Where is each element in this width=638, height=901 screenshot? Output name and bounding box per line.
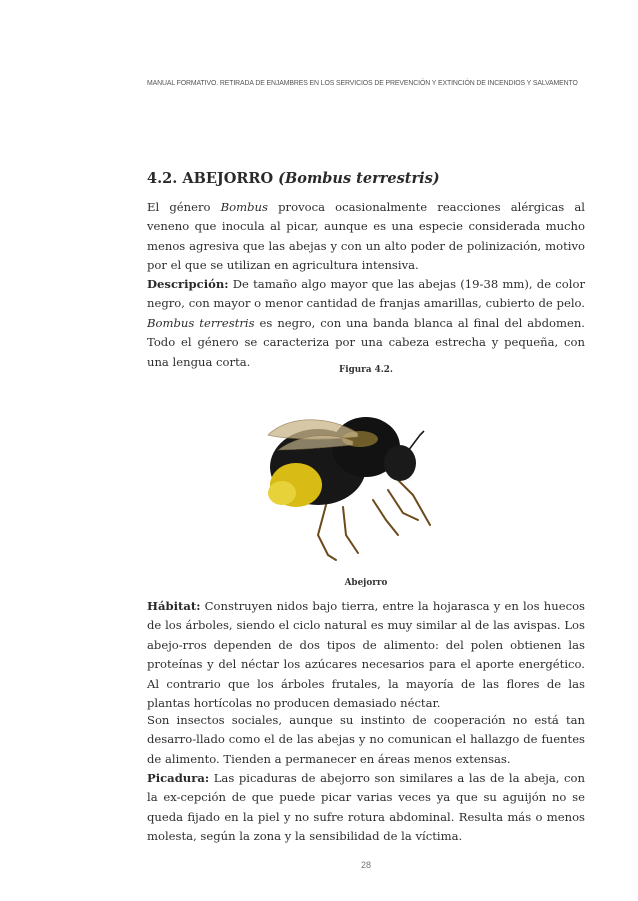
description-species: Bombus terrestris <box>147 315 255 330</box>
running-header: MANUAL FORMATIVO. RETIRADA DE ENJAMBRES EN LOS SERVICIOS DE PREVENCIÓN Y EXTINCIÓN DE INCENDIOS Y SALVAMENTO <box>147 80 578 87</box>
description-label: Descripción: <box>147 277 229 291</box>
description-text-end: es negro, con una banda blanca al final del abdomen. Todo el género se caracteriza por una cabeza estrecha y pequeña, con una lengua corta. <box>147 315 585 369</box>
bumblebee-photo <box>248 395 448 565</box>
bee-leg <box>318 505 336 560</box>
intro-text-start: El género <box>147 200 221 214</box>
page-number: 28 <box>360 860 371 870</box>
intro-text-end: provoca ocasionalmente reacciones alérgicas al veneno que inocula al picar, aunque es una especie considerada mucho menos agresiva que las abejas y con un alto poder de polinización, motivo por el que se utilizan en agricultura intensiva. <box>147 200 585 273</box>
species-name: (Bombus terrestris) <box>278 170 440 187</box>
bee-antenna <box>408 431 424 451</box>
genus-name: Bombus <box>220 200 268 214</box>
figure-label: Figura 4.2. <box>339 365 393 375</box>
description-text-start: De tamaño algo mayor que las abejas (19-38 mm), de color negro, con mayor o menor cantidad de franjas amarillas, cubierto de pelo. <box>147 277 585 311</box>
habitat-text: Construyen nidos bajo tierra, entre la hojarasca y en los huecos de los árboles, siendo el ciclo natural es muy similar al de las avispas. Los abejo-rros dependen de dos tipos de alimento: del polen obtienen las proteínas y del néctar los azúcares necesarios para el aporte energético. Al contrario que los árboles frutales, la mayoría de las flores de las plantas hortícolas no producen demasiado néctar. <box>147 599 585 711</box>
description-paragraph <box>147 275 585 372</box>
sting-paragraph <box>147 769 585 847</box>
habitat-paragraph <box>147 597 585 713</box>
section-title <box>147 170 440 187</box>
sting-text: Las picaduras de abejorro son similares a las de la abeja, con la ex-cepción de que puede picar varias veces ya que su aguijón no se queda fijado en la piel y no sufre rotura abdominal. Resulta más o menos molesta, según la zona y la sensibilidad de la víctima. <box>147 771 585 844</box>
bee-leg <box>373 500 398 535</box>
social-paragraph: Son insectos sociales, aunque su instinto de cooperación no está tan desarro-llado como el de las abejas y no comunican el hallazgo de fuentes de alimento. Tienden a permanecer en áreas menos extensas. <box>147 713 585 766</box>
sting-label: Picadura: <box>147 771 210 785</box>
bee-leg <box>343 507 358 553</box>
bee-tail <box>268 481 296 505</box>
bee-head <box>384 445 416 481</box>
section-number-title: 4.2. ABEJORRO <box>147 170 279 187</box>
figure-caption: Abejorro <box>344 578 388 588</box>
habitat-label: Hábitat: <box>147 599 201 613</box>
intro-paragraph <box>147 198 585 276</box>
bumblebee-illustration <box>248 395 448 565</box>
